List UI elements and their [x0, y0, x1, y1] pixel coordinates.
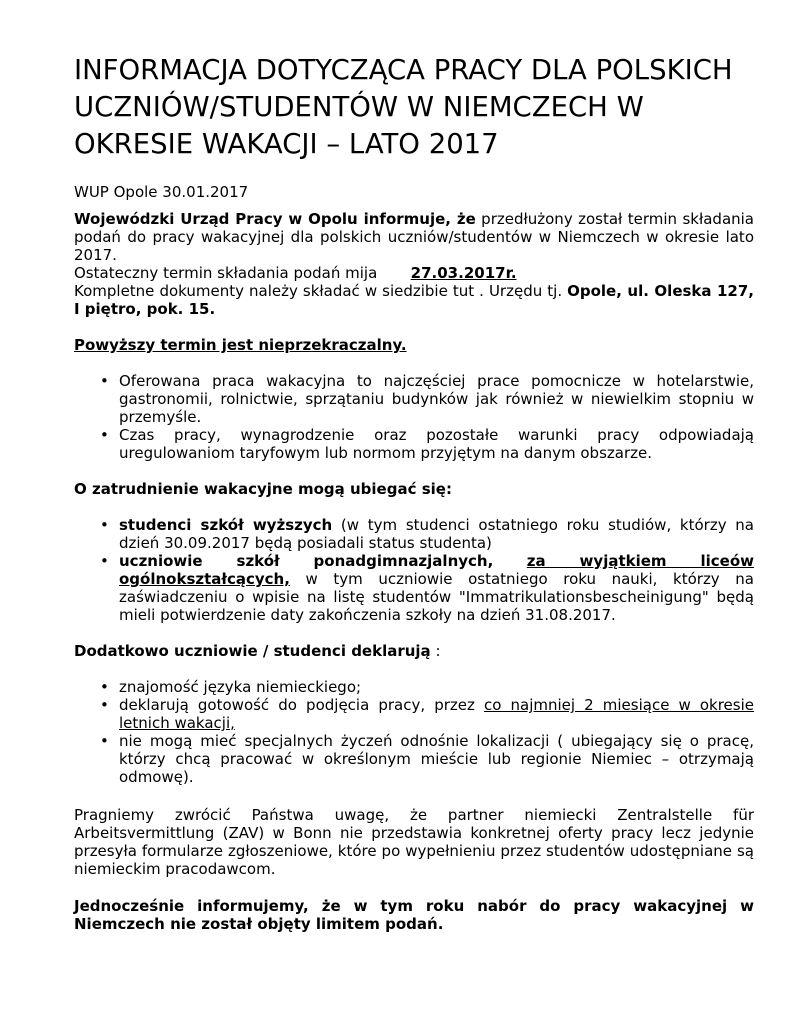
min-duration: co najmniej 2 miesiące w okresie letnich wakacji, [119, 696, 754, 732]
docs-text: Kompletne dokumenty należy składać w siedzibie tut . Urzędu tj. [74, 282, 568, 300]
deadline-date: 27.03.2017r. [410, 264, 517, 282]
final-notice: Powyższy termin jest nieprzekraczalny. [74, 336, 407, 354]
list-item: • znajomość języka niemieckiego; [100, 678, 362, 696]
list-item: • studenci szkół wyższych (w tym studenci ostatniego roku studiów, którzy na dzień 30.09.2017 będą posiadali status studenta) [100, 516, 754, 552]
list-item: • Oferowana praca wakacyjna to najczęściej prace pomocnicze w hotelarstwie, gastronomii, rolnictwie, sprzątaniu budynków jak również w niewielkim stopniu w przemyśle. [100, 372, 754, 426]
declare-heading: Dodatkowo uczniowie / studenci deklarują [74, 642, 431, 660]
bullet-icon: • [100, 552, 109, 570]
bullet-icon: • [100, 678, 109, 696]
work-info-list [74, 372, 754, 462]
limit-note: Jednocześnie informujemy, że w tym roku nabór do pracy wakacyjnej w Niemczech nie został objęty limitem podań. [74, 897, 754, 933]
list-item: • Czas pracy, wynagrodzenie oraz pozostałe warunki pracy odpowiadają uregulowaniom taryfowym lub normom przyjętym na danym obszarze. [100, 426, 754, 462]
partner-note: Pragniemy zwrócić Państwa uwagę, że partner niemiecki Zentralstelle für Arbeitsvermittlung (ZAV) w Bonn nie przedstawia konkretnej oferty pracy lecz jedynie przesyła formularze zgłoszeniowe, które po wypełnieniu przez studentów udostępniane są niemieckim pracodawcom. [74, 806, 754, 878]
pupils-label: uczniowie szkół ponadgimnazjalnych, [119, 552, 494, 570]
intro-paragraph [74, 210, 754, 318]
students-label: studenci szkół wyższych [119, 516, 333, 534]
page-title: INFORMACJA DOTYCZĄCA PRACY DLA POLSKICH UCZNIÓW/STUDENTÓW W NIEMCZECH W OKRESIE WAKACJI – LATO 2017 [74, 54, 733, 160]
bullet-icon: • [100, 732, 109, 750]
intro-bold-start: Wojewódzki Urząd Pracy w Opolu informuje, że [74, 210, 476, 228]
declare-list [74, 678, 754, 786]
bullet-icon: • [100, 696, 109, 714]
bullet-icon: • [100, 372, 109, 390]
list-item: • uczniowie szkół ponadgimnazjalnych, za wyjątkiem liceów ogólnokształcących, w tym uczniowie ostatniego roku nauki, którzy na zaświadczeniu o wpisie na listę studentów "Immatrikulationsbescheinigung" będą mieli potwierdzenie daty zakończenia szkoły na dzień 31.08.2017. [100, 552, 754, 624]
eligible-heading: O zatrudnienie wakacyjne mogą ubiegać się: [74, 480, 452, 498]
document-page: INFORMACJA DOTYCZĄCA PRACY DLA POLSKICH UCZNIÓW/STUDENTÓW W NIEMCZECH W OKRESIE WAKACJI – LATO 2017 WUP Opole 30.01.2017 Wojewódzki Urząd Pracy w Opolu informuje, że przedłużony został termin składania podań do pracy wakacyjnej dla polskich uczniów/studentów w Niemczech w okresie lato 2017. Ostateczny termin składania podań mija 27.03.2017r. Kompletne dokumenty należy składać w siedzibie tut . Urzędu tj. Opole, ul. Oleska 127, I piętro, pok. 15. Powyższy termin jest nieprzekraczalny. • Oferowana praca wakacyjna to najczęściej prace pomocnicze w hotelarstwie, gastronomii, rolnictwie, sprzątaniu budynków jak również w niewielkim stopniu w przemyśle. • Czas pracy, wynagrodzenie oraz pozostałe warunki pracy odpowiadają uregulowaniom taryfowym lub normom przyjętym na danym obszarze. O zatrudnienie wakacyjne mogą ubiegać się: • studenci szkół wyższych (w tym studenci ostatniego roku studiów, którzy na dzień 30.09.2017 będą posiadali status studenta) • uczniowie szkół ponadgimnazjalnych, za wyjątkiem liceów ogólnokształcących, w tym uczniowie ostatniego roku nauki, którzy na zaświadczeniu o wpisie na listę studentów "Immatrikulationsbescheinigung" będą mieli potwierdzenie daty zakończenia szkoły na dzień 31.08.2017. Dodatkowo uczniowie / studenci deklarują : • znajomość języka niemieckiego; • deklarują gotowość do podjęcia pracy, przez co najmniej 2 miesiące w okresie letnich wakacji, • nie mogą mieć specjalnych życzeń odnośnie lokalizacji ( ubiegający się o pracę, którzy chcą pracować w określonym mieście lub regionie Niemiec – otrzymają odmowę). Pragniemy zwrócić Państwa uwagę, że partner niemiecki Zentralstelle für Arbeitsvermittlung (ZAV) w Bonn nie przedstawia konkretnej oferty pracy lecz jedynie przesyła formularze zgłoszeniowe, które po wypełnieniu przez studentów udostępniane są niemieckim pracodawcom. Jednocześnie informujemy, że w tym roku nabór do pracy wakacyjnej w Niemczech nie został objęty limitem podań. [74, 54, 755, 933]
pupils-exception: za wyjątkiem liceów ogólnokształcących, [119, 552, 754, 588]
deadline-label: Ostateczny termin składania podań mija [74, 264, 378, 282]
date-line: WUP Opole 30.01.2017 [74, 183, 249, 201]
office-address: Opole, ul. Oleska 127, I piętro, pok. 15. [74, 282, 755, 318]
list-item: • deklarują gotowość do podjęcia pracy, przez co najmniej 2 miesiące w okresie letnich wakacji, [100, 696, 754, 732]
intro-text: przedłużony został termin składania podań do pracy wakacyjnej dla polskich uczniów/studentów w Niemczech w okresie lato 2017. [74, 210, 754, 264]
list-item: • nie mogą mieć specjalnych życzeń odnośnie lokalizacji ( ubiegający się o pracę, którzy chcą pracować w określonym mieście lub regionie Niemiec – otrzymają odmowę). [100, 732, 754, 786]
eligible-list [74, 516, 754, 624]
bullet-icon: • [100, 516, 109, 534]
bullet-icon: • [100, 426, 109, 444]
